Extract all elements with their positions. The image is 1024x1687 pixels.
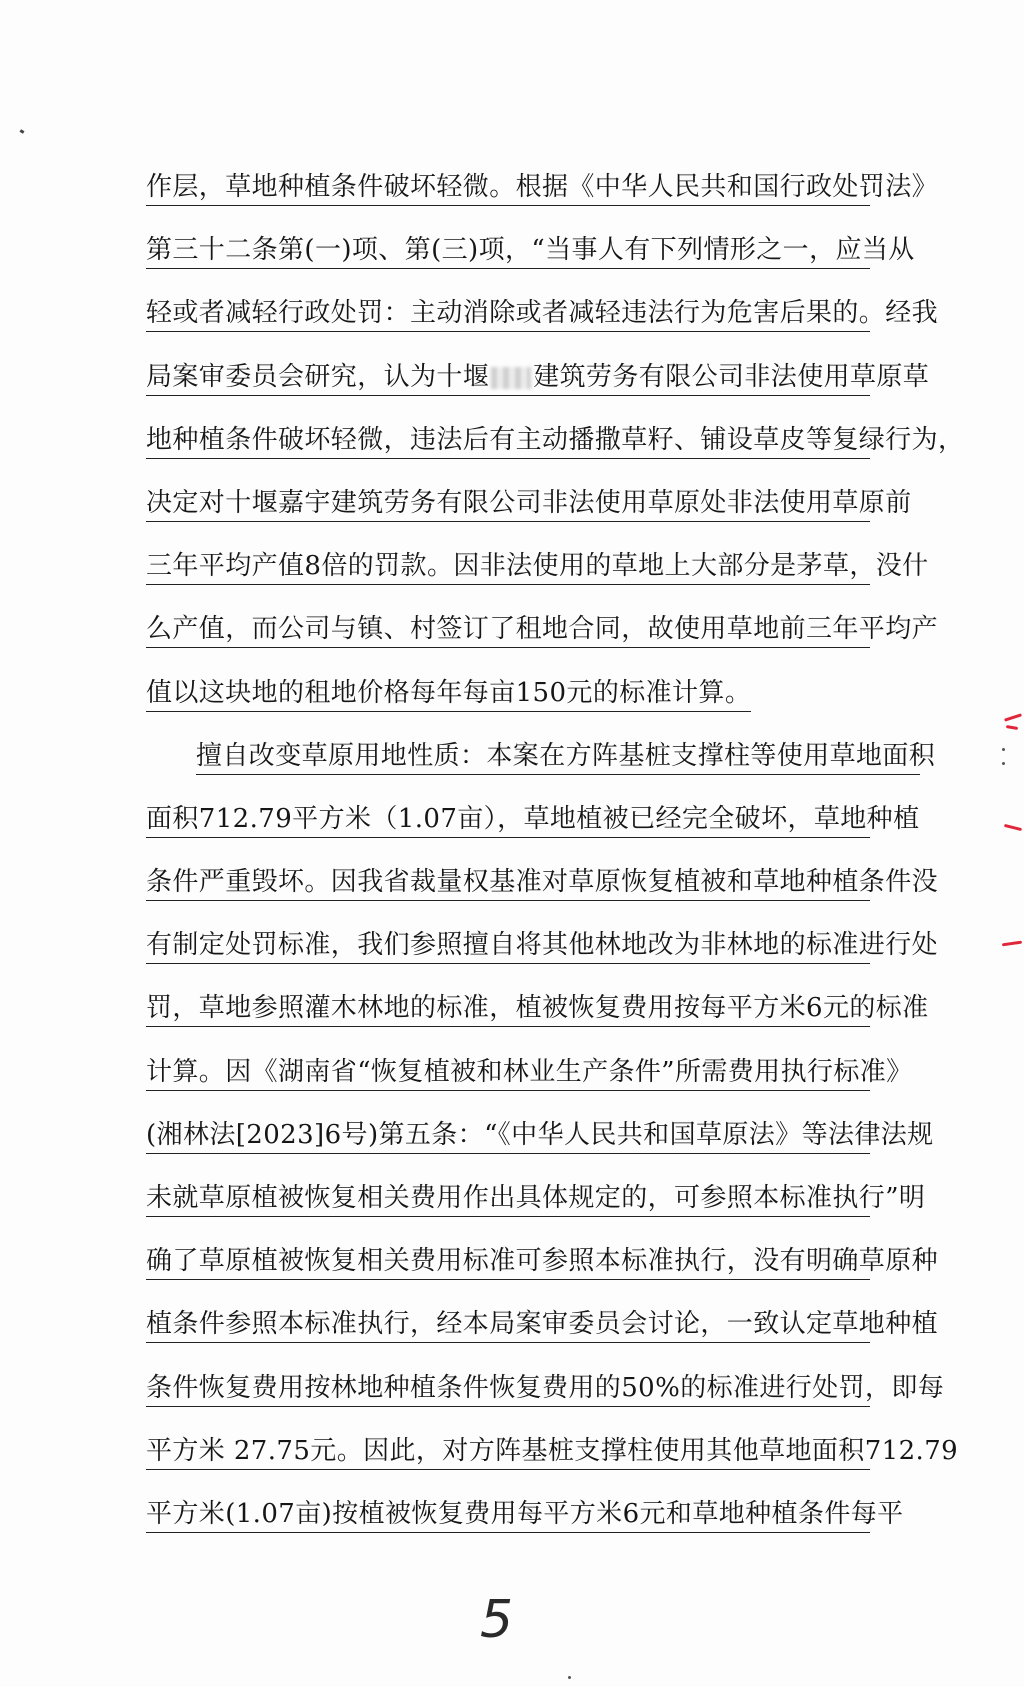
text-line xyxy=(146,851,939,914)
document-body xyxy=(146,156,965,1546)
text-line xyxy=(146,219,915,282)
text-line xyxy=(146,282,939,345)
paragraph-start-line xyxy=(146,725,936,788)
text-line xyxy=(146,409,965,472)
text-line xyxy=(146,788,920,851)
line-text: 植条件参照本标准执行，经本局案审委员会讨论，一致认定草地种植 xyxy=(146,1307,870,1343)
line-text: 平方米(1.07亩)按植被恢复费用每平方米6元和草地种植条件每平 xyxy=(146,1497,870,1533)
text-line xyxy=(146,598,939,661)
line-text: 计算。因《湖南省“恢复植被和林业生产条件”所需费用执行标准》 xyxy=(146,1055,870,1091)
red-margin-mark xyxy=(1004,824,1022,831)
red-margin-mark xyxy=(1006,725,1018,730)
line-text: 地种植条件破坏轻微，违法后有主动播撒草籽、铺设草皮等复绿行为， xyxy=(146,423,870,459)
red-margin-mark xyxy=(1004,713,1022,721)
line-text: 擅自改变草原用地性质：本案在方阵基桩支撑柱等使用草地面积 xyxy=(196,739,920,775)
line-text: 条件严重毁坏。因我省裁量权基准对草原恢复植被和草地种植条件没 xyxy=(146,865,870,901)
text-line xyxy=(146,1420,959,1483)
text-line xyxy=(146,156,939,219)
text-line xyxy=(146,346,930,409)
line-text: 条件恢复费用按林地种植条件恢复费用的50%的标准进行处罚，即每 xyxy=(146,1371,870,1407)
line-text: 面积712.79平方米（1.07亩），草地植被已经完全破坏，草地种植 xyxy=(146,802,870,838)
redaction-blur xyxy=(491,367,531,389)
line-text: 三年平均产值8倍的罚款。因非法使用的草地上大部分是茅草，没什 xyxy=(146,549,870,585)
text-line xyxy=(146,472,912,535)
text-line xyxy=(146,1167,926,1230)
text-line xyxy=(146,1357,945,1420)
page-number: 5 xyxy=(480,1590,514,1650)
line-text: (湘林法[2023]6号)第五条：“《中华人民共和国草原法》等法律法规 xyxy=(146,1118,870,1154)
text-line xyxy=(146,977,929,1040)
line-text: 罚，草地参照灌木林地的标准，植被恢复费用按每平方米6元的标准 xyxy=(146,991,870,1027)
line-text: 作层，草地种植条件破坏轻微。根据《中华人民共和国行政处罚法》 xyxy=(146,170,870,206)
line-text: 平方米 27.75元。因此，对方阵基桩支撑柱使用其他草地面积712.79 xyxy=(146,1434,870,1470)
scan-speck xyxy=(1002,748,1005,751)
red-margin-mark xyxy=(1002,941,1022,947)
text-line xyxy=(146,1230,939,1293)
line-text: 决定对十堰嘉宇建筑劳务有限公司非法使用草原处非法使用草原前 xyxy=(146,486,870,522)
line-text: 值以这块地的租地价格每年每亩150元的标准计算。 xyxy=(146,676,751,712)
line-text: 有制定处罚标准，我们参照擅自将其他林地改为非林地的标准进行处 xyxy=(146,928,870,964)
text-line xyxy=(146,662,866,725)
text-line xyxy=(146,1041,913,1104)
text-line xyxy=(146,1483,904,1546)
scan-speck xyxy=(20,129,25,134)
line-text: 第三十二条第(一)项、第(三)项，“当事人有下列情形之一，应当从 xyxy=(146,233,870,269)
text-line xyxy=(146,914,939,977)
text-line xyxy=(146,1293,939,1356)
line-text-part: 建筑劳务有限公司非法使用草原草 xyxy=(533,361,930,392)
margin-annotation-marks xyxy=(996,700,1024,960)
line-text: 确了草原植被恢复相关费用标准可参照本标准执行，没有明确草原种 xyxy=(146,1244,870,1280)
line-text-with-redaction xyxy=(146,360,930,396)
line-text: 么产值，而公司与镇、村签订了租地合同，故使用草地前三年平均产 xyxy=(146,612,870,648)
line-text: 未就草原植被恢复相关费用作出具体规定的，可参照本标准执行”明 xyxy=(146,1181,870,1217)
text-line xyxy=(146,1104,934,1167)
line-text: 轻或者减轻行政处罚：主动消除或者减轻违法行为危害后果的。经我 xyxy=(146,296,870,332)
scan-speck xyxy=(1002,762,1005,765)
scan-speck xyxy=(568,1676,571,1679)
text-line xyxy=(146,535,929,598)
line-text-part: 局案审委员会研究，认为十堰 xyxy=(146,361,490,392)
